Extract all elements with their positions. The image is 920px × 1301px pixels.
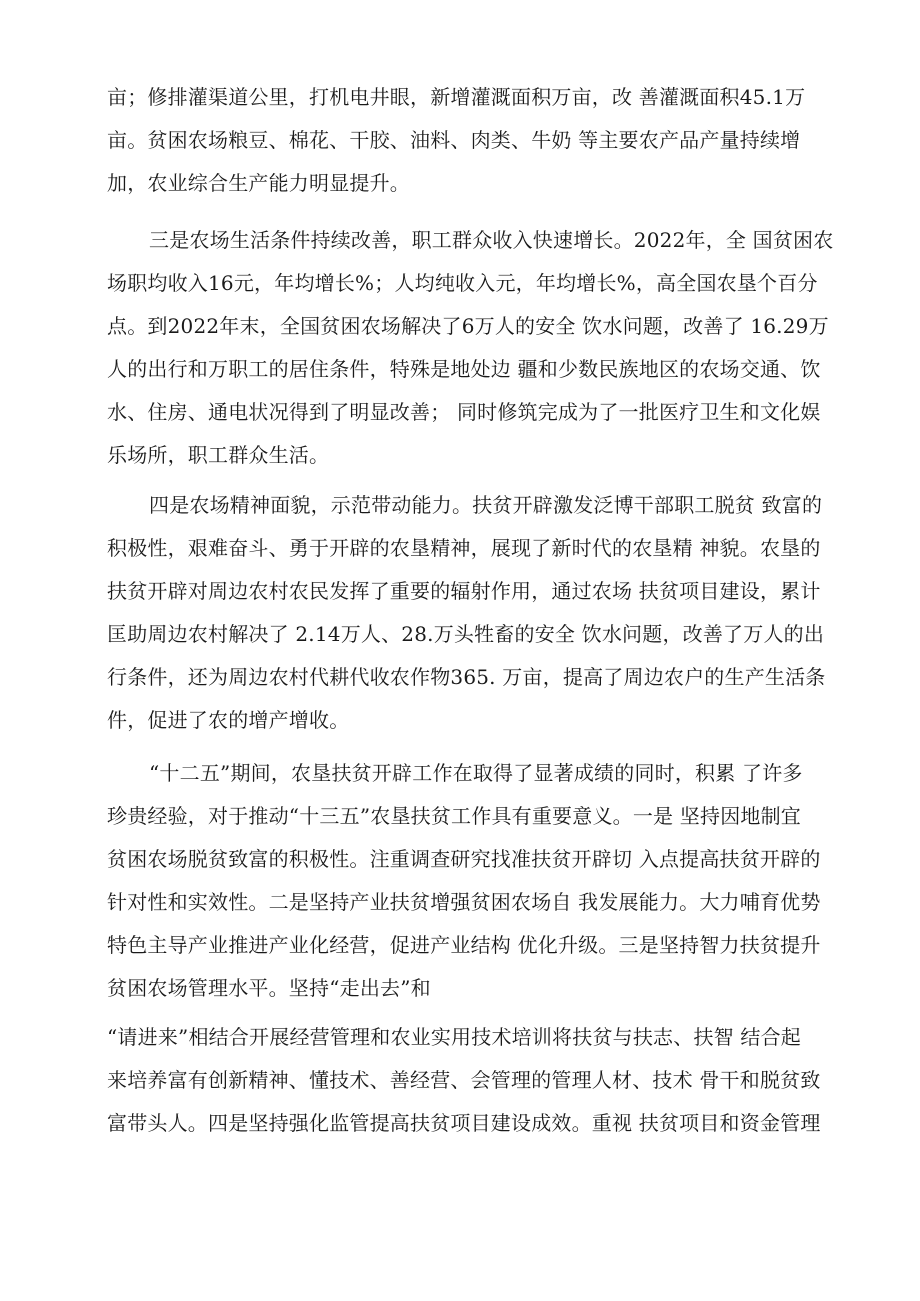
- text-line: 匡助周边农村解决了 2.14万人、28.万头牲畜的安全 饮水问题，改善了万人的出: [107, 622, 825, 646]
- text-line: 场职均收入16元，年均增长%；人均纯收入元，年均增长%，高全国农垦个百分: [107, 271, 818, 295]
- text-line: 扶贫开辟对周边农村农民发挥了重要的辐射作用，通过农场 扶贫项目建设，累计: [107, 579, 821, 603]
- text-line: 来培养富有创新精神、懂技术、善经营、会管理的管理人材、技术 骨干和脱贫致: [107, 1068, 821, 1092]
- paragraph-5: [107, 1016, 827, 1145]
- text-line: 贫困农场脱贫致富的积极性。注重调查研究找准扶贫开辟切 入点提高扶贫开辟的: [107, 847, 821, 871]
- text-line: 积极性，艰难奋斗、勇于开辟的农垦精神，展现了新时代的农垦精 神貌。农垦的: [107, 536, 821, 560]
- text-line: 点。到2022年末，全国贫困农场解决了6万人的安全 饮水问题，改善了 16.29万: [107, 314, 829, 338]
- text-line: 四是农场精神面貌，示范带动能力。扶贫开辟激发泛博干部职工脱贫 致富的: [149, 493, 823, 517]
- text-line: 水、住房、通电状况得到了明显改善； 同时修筑完成为了一批医疗卫生和文化娱: [107, 400, 821, 424]
- paragraph-1: [107, 76, 827, 205]
- text-line: 亩。贫困农场粮豆、棉花、干胶、油料、肉类、牛奶 等主要农产品产量持续增: [107, 128, 801, 152]
- text-line: “请进来”相结合开展经营管理和农业实用技术培训将扶贫与扶志、扶智 结合起: [107, 1025, 802, 1049]
- text-line: 贫困农场管理水平。坚持“走出去”和: [107, 976, 431, 1000]
- text-line: 三是农场生活条件持续改善，职工群众收入快速增长。2022年，全 国贫困农: [149, 228, 834, 252]
- text-line: 人的出行和万职工的居住条件，特殊是地处边 疆和少数民族地区的农场交通、饮: [107, 357, 821, 381]
- text-line: 富带头人。四是坚持强化监管提高扶贫项目建设成效。重视 扶贫项目和资金管理: [107, 1111, 821, 1135]
- text-line: 乐场所，职工群众生活。: [107, 443, 330, 467]
- text-line: 件，促进了农的增产增收。: [107, 708, 350, 732]
- text-line: “十二五”期间，农垦扶贫开辟工作在取得了显著成绩的同时，积累 了许多: [149, 761, 803, 785]
- text-line: 针对性和实效性。二是坚持产业扶贫增强贫困农场自 我发展能力。大力哺育优势: [107, 890, 821, 914]
- text-line: 亩；修排灌渠道公里，打机电井眼，新增灌溉面积万亩，改 善灌溉面积45.1万: [107, 85, 806, 109]
- paragraph-3: [107, 484, 827, 742]
- text-line: 珍贵经验，对于推动“十三五”农垦扶贫工作具有重要意义。一是 坚持因地制宜: [107, 804, 802, 828]
- paragraph-4: [107, 752, 827, 1010]
- paragraph-2: [107, 219, 834, 477]
- text-line: 特色主导产业推进产业化经营，促进产业结构 优化升级。三是坚持智力扶贫提升: [107, 933, 821, 957]
- text-line: 行条件，还为周边农村代耕代收农作物365. 万亩，提高了周边农户的生产生活条: [107, 665, 826, 689]
- text-line: 加，农业综合生产能力明显提升。: [107, 171, 410, 195]
